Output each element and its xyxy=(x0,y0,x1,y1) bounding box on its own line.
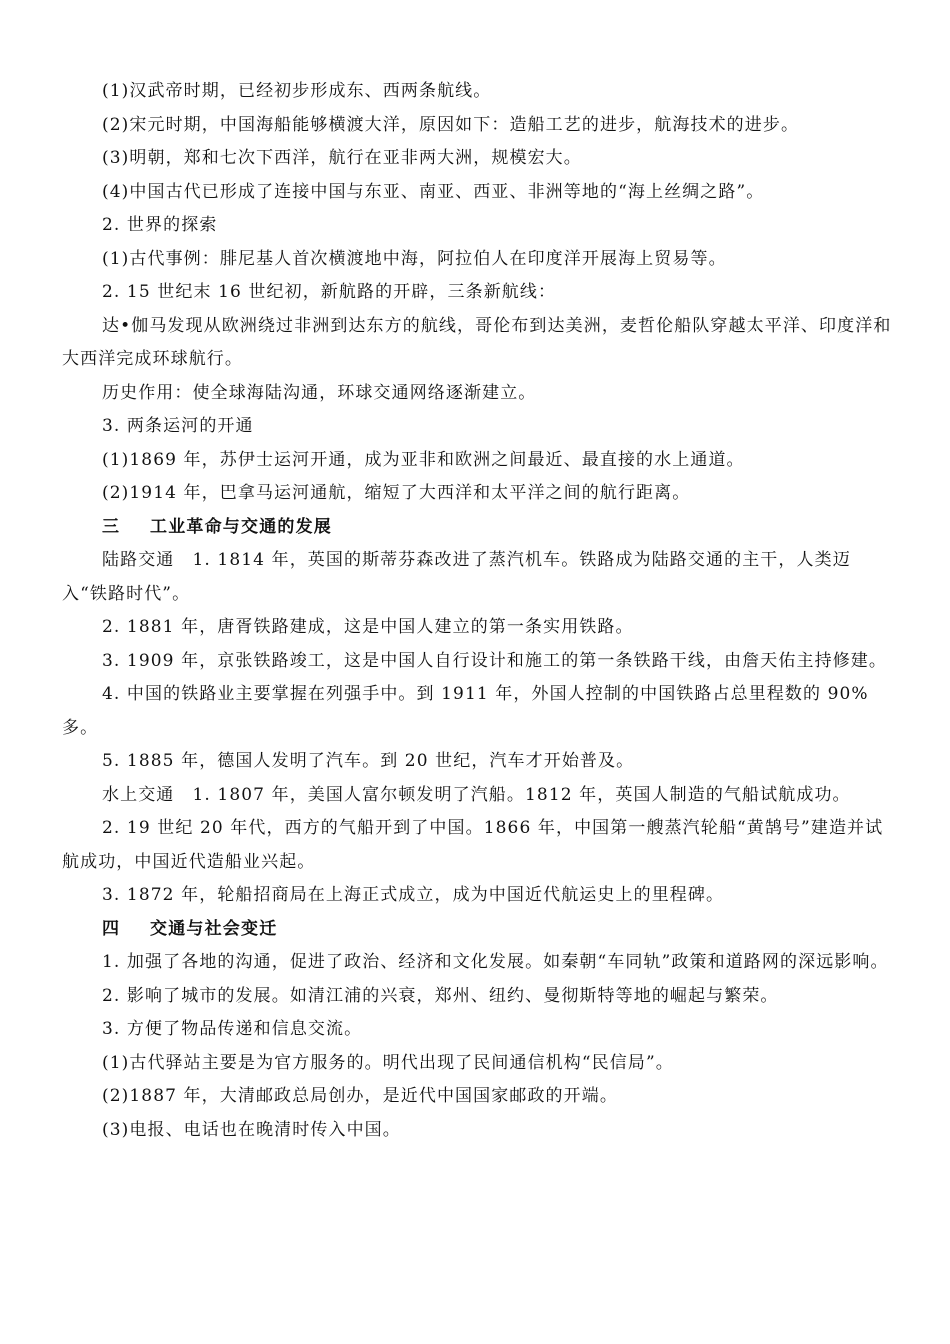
paragraph: 4. 中国的铁路业主要掌握在列强手中。到 1911 年，外国人控制的中国铁路占总里程数的 90%多。 xyxy=(62,684,869,738)
text-line: 5. 1885 年，德国人发明了汽车。到 20 世纪，汽车才开始普及。 xyxy=(102,751,635,771)
section-title: 工业革命与交通的发展 xyxy=(150,516,332,537)
paragraph: 3. 1909 年，京张铁路竣工，这是中国人自行设计和施工的第一条铁路干线，由詹天佑主持修建。 xyxy=(102,650,887,671)
text-line: (2)1914 年，巴拿马运河通航，缩短了大西洋和太平洋之间的航行距离。 xyxy=(102,483,691,503)
text-line: 历史作用：使全球海陆沟通，环球交通网络逐渐建立。 xyxy=(102,382,537,403)
subheading: 2. 世界的探索 xyxy=(102,215,218,235)
text-line: 2. 15 世纪末 16 世纪初，新航路的开辟，三条新航线： xyxy=(102,282,557,302)
section-heading-3 xyxy=(62,511,892,545)
text-line: 3. 方便了物品传递和信息交流。 xyxy=(102,1019,363,1039)
paragraph: 2. 19 世纪 20 年代，西方的气船开到了中国。1866 年，中国第一艘蒸汽轮船“黄鹄号”建造并试航成功，中国近代造船业兴起。 xyxy=(62,818,884,872)
text-line: (1)古代驿站主要是为官方服务的。明代出现了民间通信机构“民信局”。 xyxy=(102,1052,674,1073)
paragraph: 达•伽马发现从欧洲绕过非洲到达东方的航线，哥伦布到达美洲，麦哲伦船队穿越太平洋、印度洋和大西洋完成环球航行。 xyxy=(62,315,892,369)
section-title: 交通与社会变迁 xyxy=(150,918,278,939)
paragraph: 陆路交通 1. 1814 年，英国的斯蒂芬森改进了蒸汽机车。铁路成为陆路交通的主干，人类迈入“铁路时代”。 xyxy=(62,550,851,604)
section-number: 三 xyxy=(102,516,121,537)
paragraph: 水上交通 1. 1807 年，美国人富尔顿发明了汽船。1812 年，英国人制造的气船试航成功。 xyxy=(102,784,851,805)
subheading: 3. 两条运河的开通 xyxy=(102,416,254,436)
text-line: (4)中国古代已形成了连接中国与东亚、南亚、西亚、非洲等地的“海上丝绸之路”。 xyxy=(102,181,765,202)
text-line: (1)1869 年，苏伊士运河开通，成为亚非和欧洲之间最近、最直接的水上通道。 xyxy=(102,449,745,470)
text-line: 3. 1872 年，轮船招商局在上海正式成立，成为中国近代航运史上的里程碑。 xyxy=(102,885,725,905)
text-line: (1)汉武帝时期，已经初步形成东、西两条航线。 xyxy=(102,81,492,101)
section-number: 四 xyxy=(102,918,121,939)
document-page xyxy=(62,75,892,1147)
text-line: (3)明朝，郑和七次下西洋，航行在亚非两大洲，规模宏大。 xyxy=(102,148,582,168)
text-line: (2)1887 年，大清邮政总局创办，是近代中国国家邮政的开端。 xyxy=(102,1086,618,1106)
text-line: (2)宋元时期，中国海船能够横渡大洋，原因如下：造船工艺的进步，航海技术的进步。 xyxy=(102,114,800,135)
text-line: 2. 1881 年，唐胥铁路建成，这是中国人建立的第一条实用铁路。 xyxy=(102,617,634,637)
text-line: (1)古代事例：腓尼基人首次横渡地中海，阿拉伯人在印度洋开展海上贸易等。 xyxy=(102,248,727,269)
text-line: (3)电报、电话也在晚清时传入中国。 xyxy=(102,1119,401,1140)
section-heading-4 xyxy=(62,913,892,947)
paragraph: 1. 加强了各地的沟通，促进了政治、经济和文化发展。如秦朝“车同轨”政策和道路网的深远影响。 xyxy=(102,952,889,972)
text-line: 2. 影响了城市的发展。如清江浦的兴衰，郑州、纽约、曼彻斯特等地的崛起与繁荣。 xyxy=(102,985,779,1006)
